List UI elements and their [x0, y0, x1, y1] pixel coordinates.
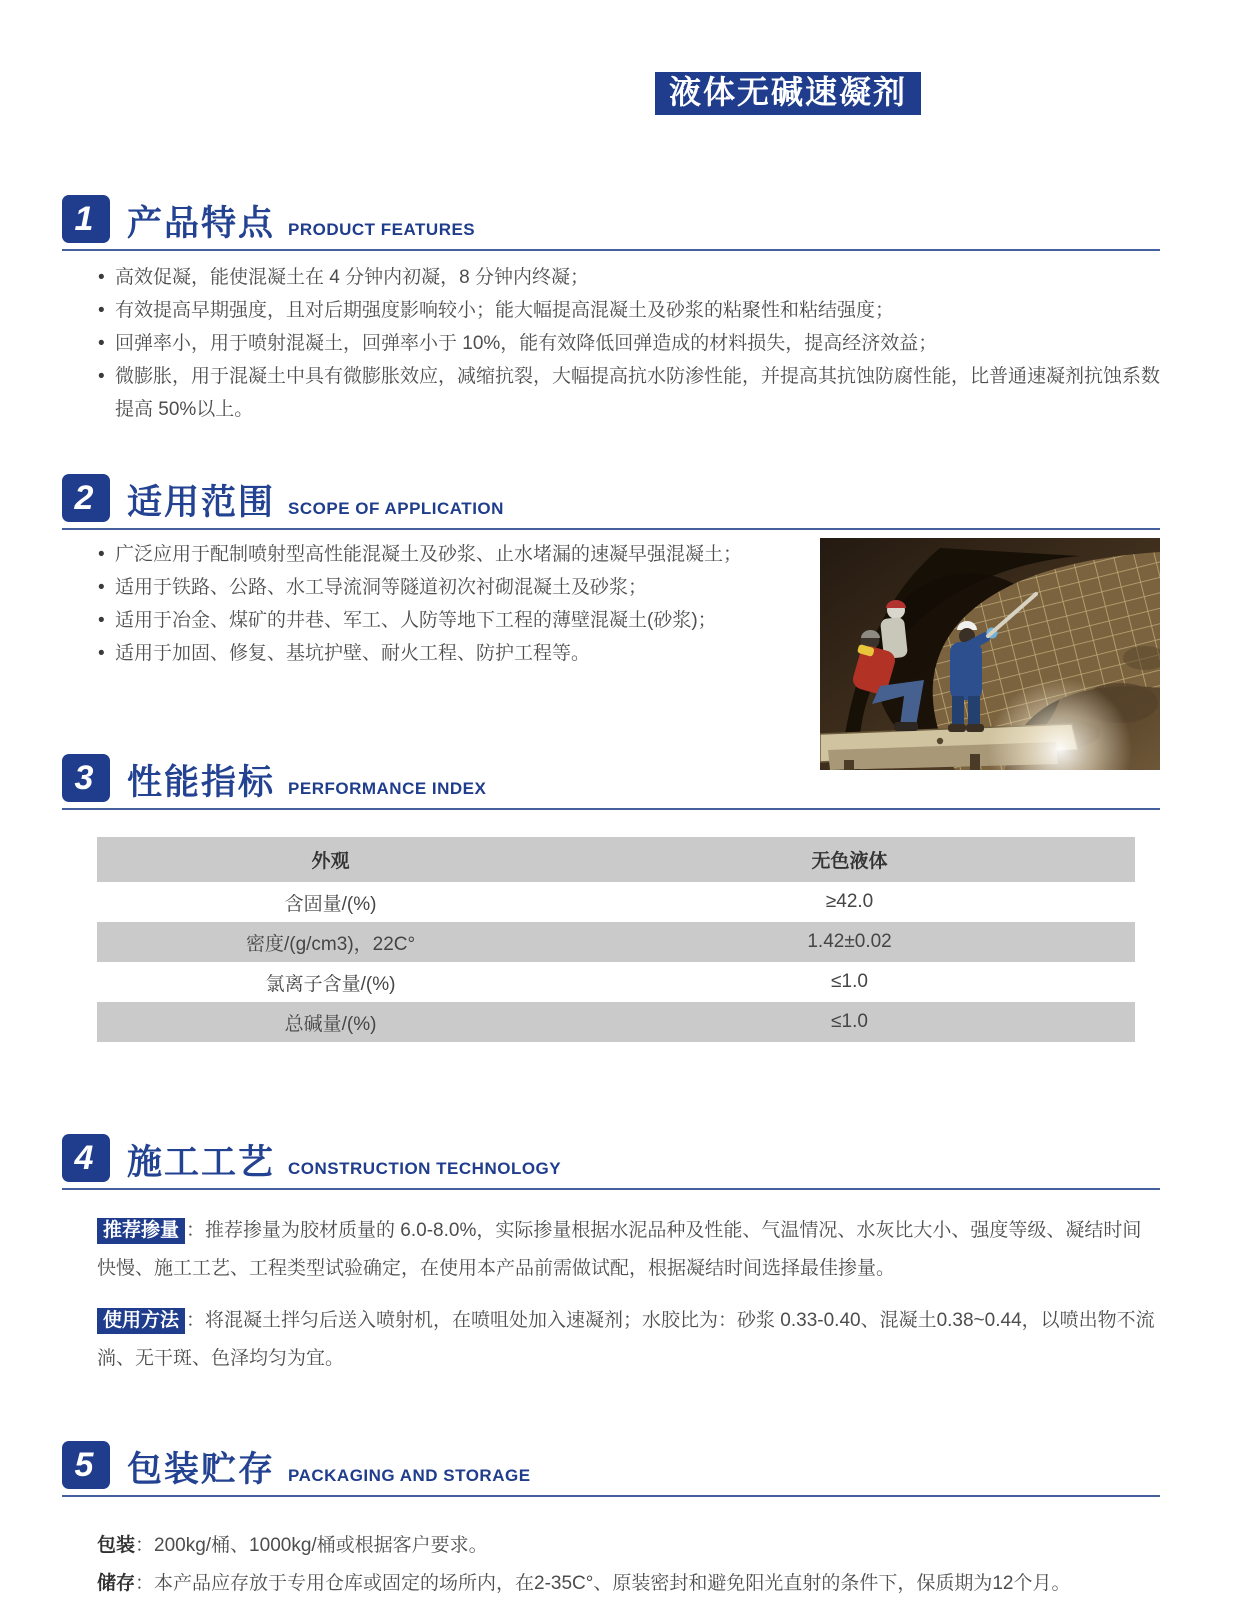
list-item: • 适用于铁路、公路、水工导流洞等隧道初次衬砌混凝土及砂浆； — [98, 571, 780, 604]
dosage-text: ：推荐掺量为胶材质量的 6.0-8.0%，实际掺量根据水泥品种及性能、气温情况、水灰比大小、强度等级、凝结时间快慢、施工工艺、工程类型试验确定，在使用本产品前需做试配，根据凝结时间选择最佳掺量。 — [97, 1220, 1142, 1280]
table-cell-property: 含固量/(%) — [284, 893, 377, 915]
page-title: 液体无碱速凝剂 — [655, 72, 921, 115]
table-cell-value: ≥42.0 — [825, 891, 874, 913]
table-cell-property: 密度/(g/cm3)，22C° — [245, 933, 416, 955]
table-row — [97, 882, 1135, 922]
usage-paragraph — [97, 1302, 1160, 1378]
table-cell-value: 无色液体 — [811, 851, 888, 873]
section-4-number-badge: 4 — [62, 1134, 110, 1182]
table-cell-property: 氯离子含量/(%) — [265, 973, 396, 995]
section-2-number-badge: 2 — [62, 474, 110, 522]
section-1-subtitle: PRODUCT FEATURES — [288, 220, 476, 240]
list-item: • 适用于冶金、煤矿的井巷、军工、人防等地下工程的薄壁混凝土(砂浆)； — [98, 604, 780, 637]
section-packaging-storage — [62, 1441, 1160, 1603]
tunnel-photo — [820, 538, 1160, 770]
table-row — [97, 962, 1135, 1002]
section-2-subtitle: SCOPE OF APPLICATION — [288, 499, 504, 519]
table-row — [97, 1002, 1135, 1042]
table-row — [97, 837, 1135, 882]
packaging-text: ：200kg/桶、1000kg/桶或根据客户要求。 — [135, 1535, 488, 1557]
section-construction-technology — [62, 1134, 1160, 1378]
list-item: • 广泛应用于配制喷射型高性能混凝土及砂浆、止水堵漏的速凝早强混凝土； — [98, 538, 780, 571]
product-features-list — [62, 261, 1160, 426]
list-item: • 回弹率小，用于喷射混凝土，回弹率小于 10%，能有效降低回弹造成的材料损失，提高经济效益； — [98, 327, 1160, 360]
storage-text: ：本产品应存放于专用仓库或固定的场所内，在2-35C°、原装密封和避免阳光直射的条件下，保质期为12个月。 — [135, 1573, 1071, 1595]
section-5-subtitle: PACKAGING AND STORAGE — [288, 1466, 531, 1486]
section-scope-of-application — [62, 474, 1160, 770]
section-2-title: 适用范围 — [127, 483, 276, 523]
table-cell-property: 外观 — [311, 851, 350, 873]
section-4-title: 施工工艺 — [127, 1143, 276, 1183]
section-3-number-badge: 3 — [62, 754, 110, 802]
usage-text: ：将混凝土拌匀后送入喷射机，在喷咀处加入速凝剂；水胶比为：砂浆 0.33-0.40、混凝土0.38~0.44，以喷出物不流淌、无干斑、色泽均匀为宜。 — [97, 1310, 1155, 1370]
usage-tag: 使用方法 — [97, 1308, 185, 1334]
scope-body — [62, 538, 1160, 770]
table-cell-value: ≤1.0 — [831, 1011, 868, 1033]
storage-line — [97, 1565, 1160, 1603]
section-4-subtitle: CONSTRUCTION TECHNOLOGY — [288, 1159, 562, 1179]
section-5-number-badge: 5 — [62, 1441, 110, 1489]
packaging-line — [97, 1527, 1160, 1565]
section-3-subtitle: PERFORMANCE INDEX — [288, 779, 487, 799]
section-5-heading — [62, 1441, 1160, 1497]
packaging-items — [97, 1527, 1160, 1603]
section-3-title: 性能指标 — [127, 763, 276, 803]
section-1-title: 产品特点 — [127, 204, 276, 244]
table-cell-value: ≤1.0 — [831, 971, 868, 993]
list-item: • 有效提高早期强度，且对后期强度影响较小；能大幅提高混凝土及砂浆的粘聚性和粘结强度； — [98, 294, 1160, 327]
packaging-label: 包装 — [97, 1535, 136, 1557]
table-row — [97, 922, 1135, 962]
list-item: • 适用于加固、修复、基坑护壁、耐火工程、防护工程等。 — [98, 637, 780, 670]
section-2-heading — [62, 474, 1160, 530]
section-product-features — [62, 195, 1160, 426]
section-1-heading — [62, 195, 1160, 251]
section-4-heading — [62, 1134, 1160, 1190]
storage-label: 储存 — [97, 1573, 136, 1595]
table-cell-value: 1.42±0.02 — [807, 931, 892, 953]
table-cell-property: 总碱量/(%) — [284, 1013, 377, 1035]
section-1-number-badge: 1 — [62, 195, 110, 243]
list-item: • 微膨胀，用于混凝土中具有微膨胀效应，减缩抗裂，大幅提高抗水防渗性能，并提高其抗蚀防腐性能，比普通速凝剂抗蚀系数提高 50%以上。 — [98, 360, 1160, 426]
dosage-tag: 推荐掺量 — [97, 1218, 185, 1244]
performance-table — [97, 837, 1135, 1042]
list-item: • 高效促凝，能使混凝土在 4 分钟内初凝，8 分钟内终凝； — [98, 261, 1160, 294]
section-performance-index — [62, 754, 1160, 1042]
banner-row — [62, 0, 1160, 115]
dosage-paragraph — [97, 1212, 1160, 1288]
section-5-title: 包装贮存 — [127, 1450, 276, 1490]
